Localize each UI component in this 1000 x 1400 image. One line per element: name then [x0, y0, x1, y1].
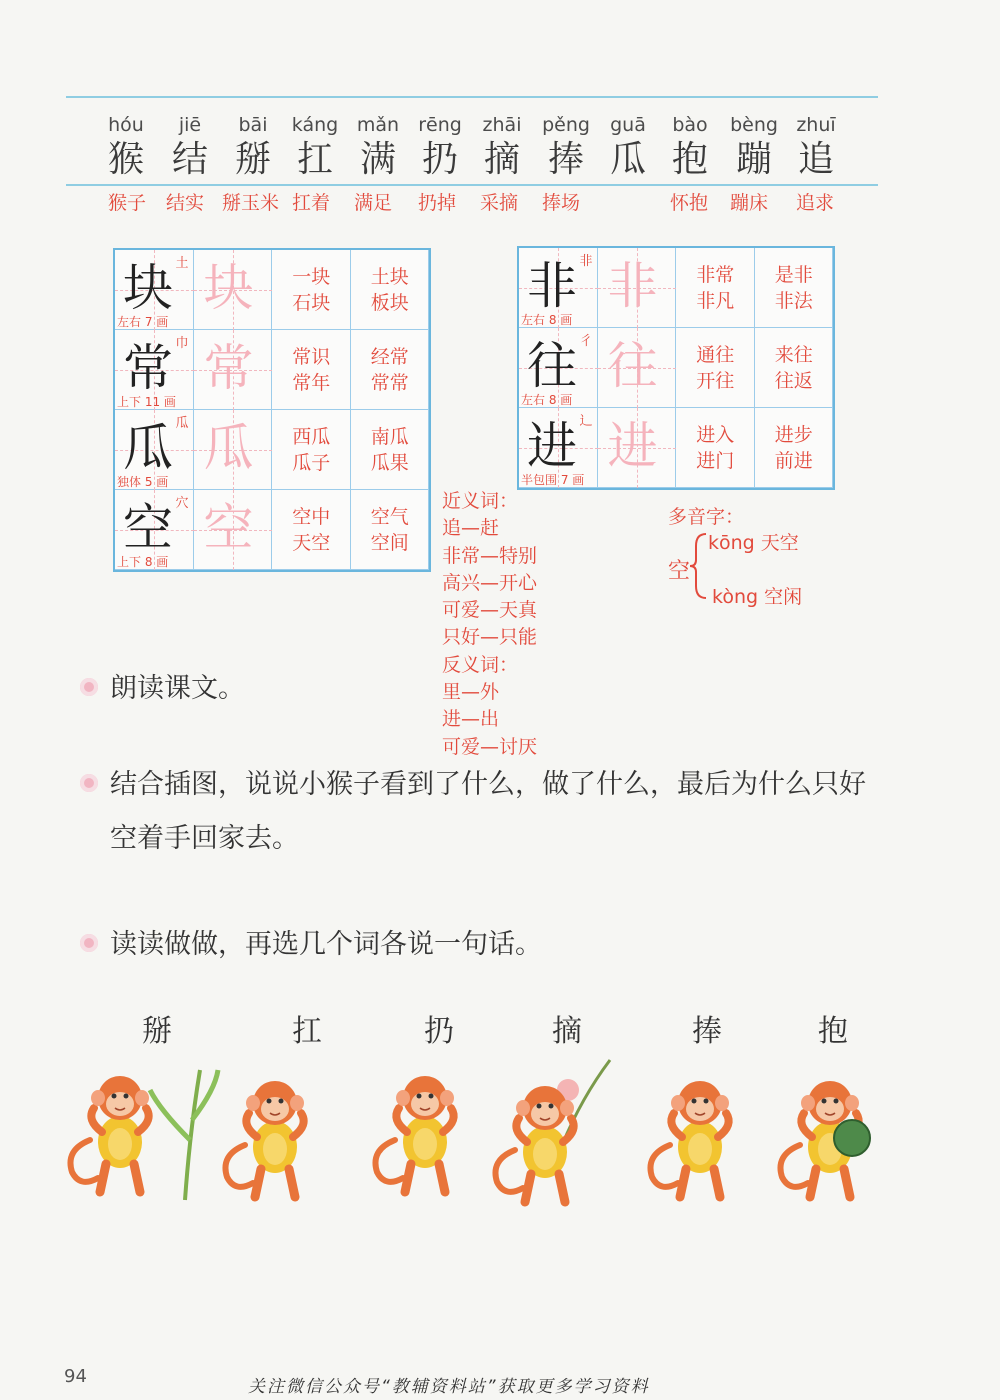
vocab-char: 摘	[483, 139, 520, 180]
word-notes	[442, 488, 537, 761]
vocab-char: 满	[359, 139, 396, 180]
vocab-pinyin: hóu	[108, 114, 144, 136]
task-2-text: 结合插图，说说小猴子看到了什么，做了什么，最后为什么只好空着手回家去。	[110, 769, 866, 854]
vocab-item	[410, 112, 470, 182]
grid-structure: 上下 8 画	[117, 555, 169, 569]
vocab-pinyin: bào	[672, 114, 708, 136]
grid-char: 进	[527, 417, 577, 475]
grid-words: 土块 板块	[370, 266, 409, 314]
vocab-pinyin: bèng	[730, 114, 778, 136]
note-line: 里—外	[442, 681, 500, 704]
vocab-char: 结	[171, 139, 208, 180]
action-word: 捧	[692, 1014, 722, 1049]
page-number: 94	[64, 1366, 87, 1387]
vocab-item	[786, 112, 846, 182]
vocab-char: 扛	[296, 139, 333, 180]
grid-char-trace: 常	[203, 339, 254, 397]
vocab-item	[472, 112, 532, 182]
grid-char-trace: 非	[607, 257, 658, 315]
grid-structure: 上下 11 画	[117, 395, 176, 409]
grid-words: 南瓜 瓜果	[370, 426, 409, 474]
vocab-word: 掰玉米	[222, 192, 280, 214]
vocab-item	[348, 112, 408, 182]
grid-char: 瓜	[123, 419, 173, 477]
grid-radical: 彳	[579, 334, 593, 349]
vocab-item	[536, 112, 596, 182]
grid-char: 往	[527, 337, 577, 395]
band-bottom-line	[66, 184, 878, 186]
grid-words: 是非 非法	[774, 264, 813, 312]
action-word: 掰	[142, 1014, 172, 1049]
vocab-pinyin: guā	[610, 114, 646, 136]
grid-char-trace: 往	[607, 337, 658, 395]
grid-char-trace: 块	[203, 259, 254, 317]
polyphone-title: 多音字：	[668, 506, 745, 528]
vocab-char: 猴	[107, 139, 144, 180]
vocab-word: 猴子	[108, 192, 147, 214]
task-3	[80, 918, 880, 972]
bullet-icon	[80, 678, 98, 696]
grid-words: 常识 常年	[292, 346, 331, 394]
vocab-item	[96, 112, 156, 182]
vocab-word: 捧场	[542, 192, 581, 214]
vocab-word: 采摘	[480, 192, 519, 214]
grid-char-trace: 空	[203, 499, 254, 557]
vocab-word: 蹦床	[730, 192, 769, 214]
vocab-char: 蹦	[735, 139, 772, 180]
grid-structure: 左右 7 画	[117, 315, 169, 329]
action-word: 摘	[552, 1014, 582, 1049]
vocab-item	[223, 112, 283, 182]
vocab-pinyin: rēng	[418, 114, 462, 136]
corn-stalk	[150, 1070, 218, 1200]
grid-words: 一块 石块	[292, 266, 331, 314]
note-line: 可爱—讨厌	[442, 735, 538, 758]
grid-words: 非常 非凡	[696, 264, 735, 312]
grid-char: 常	[123, 339, 173, 397]
task-3-text: 读读做做，再选几个词各说一句话。	[110, 929, 542, 960]
vocab-word: 追求	[796, 192, 835, 214]
vocab-word: 结实	[166, 192, 205, 214]
action-word: 扛	[292, 1014, 322, 1049]
monkey-illustrations	[40, 1050, 940, 1220]
grid-radical: 巾	[175, 336, 189, 351]
grid-words: 进入 进门	[696, 424, 735, 472]
vocab-char: 扔	[421, 139, 458, 180]
polyphone-char: 空	[668, 559, 691, 584]
grid-words: 空气 空间	[370, 506, 409, 554]
vocab-char: 追	[797, 139, 834, 180]
grid-radical: 非	[579, 254, 593, 269]
task-2	[80, 758, 880, 866]
brace-icon	[688, 530, 708, 602]
action-word: 扔	[424, 1014, 454, 1049]
vocab-pinyin: mǎn	[356, 114, 400, 136]
vocab-word: 怀抱	[670, 192, 709, 214]
note-line: 可爱—天真	[442, 599, 538, 622]
vocab-pinyin: bāi	[238, 114, 268, 136]
grid-structure: 左右 8 画	[521, 313, 573, 327]
grid-char-trace: 进	[607, 417, 658, 475]
grid-structure: 左右 8 画	[521, 393, 573, 407]
vocab-word: 满足	[354, 192, 393, 214]
vocab-char: 捧	[547, 139, 584, 180]
grid-words: 经常 常常	[370, 346, 409, 394]
note-line: 只好—只能	[442, 626, 538, 649]
vocab-item	[598, 112, 658, 182]
vocab-char: 抱	[671, 139, 708, 180]
vocab-char: 瓜	[609, 139, 646, 180]
grid-words: 空中 天空	[292, 506, 331, 554]
grid-radical: 瓜	[175, 416, 189, 431]
grid-char: 块	[123, 259, 173, 317]
note-line: 高兴—开心	[442, 571, 538, 594]
polyphone-reading-2: kòng 空闲	[712, 586, 803, 608]
grid-structure: 独体 5 画	[117, 475, 169, 489]
action-word: 抱	[818, 1014, 848, 1049]
vocab-pinyin: jiē	[178, 114, 202, 136]
note-line: 非常—特别	[442, 544, 538, 567]
task-1	[80, 662, 520, 716]
vocab-item	[285, 112, 345, 182]
bullet-icon	[80, 774, 98, 792]
note-line: 近义词：	[442, 490, 519, 512]
vocab-item	[160, 112, 220, 182]
grid-words: 来往 往返	[774, 344, 813, 392]
vocab-pinyin: pěng	[542, 114, 590, 136]
grid-words: 西瓜 瓜子	[292, 426, 331, 474]
grid-char-trace: 瓜	[203, 419, 254, 477]
bullet-icon	[80, 934, 98, 952]
vocab-item	[660, 112, 720, 182]
vocab-word: 扛着	[292, 192, 331, 214]
grid-structure: 半包围 7 画	[521, 473, 585, 487]
vocab-word: 扔掉	[418, 192, 457, 214]
grid-char: 非	[527, 257, 577, 315]
grid-radical: 穴	[175, 496, 189, 511]
char-grid-left	[113, 248, 431, 572]
char-grid-right	[517, 246, 835, 490]
watermelon-icon	[834, 1120, 870, 1156]
polyphone-reading-1: kōng 天空	[708, 532, 799, 554]
task-1-text: 朗读课文。	[110, 673, 245, 704]
note-line: 进—出	[442, 708, 500, 731]
band-top-line	[66, 96, 878, 98]
vocab-pinyin: zhāi	[482, 114, 522, 136]
grid-char: 空	[123, 499, 173, 557]
note-line: 反义词：	[442, 653, 519, 676]
note-line: 追—赶	[442, 517, 500, 540]
vocab-pinyin: káng	[291, 114, 339, 136]
footer-note: 关注微信公众号“教辅资料站”获取更多学习资料	[248, 1377, 650, 1397]
vocab-item	[724, 112, 784, 182]
grid-radical: 土	[175, 256, 189, 271]
vocab-char: 掰	[234, 139, 271, 180]
grid-words: 进步 前进	[774, 424, 813, 472]
vocab-pinyin: zhuī	[796, 114, 836, 136]
grid-radical: 辶	[579, 414, 593, 429]
grid-words: 通往 开往	[696, 344, 735, 392]
